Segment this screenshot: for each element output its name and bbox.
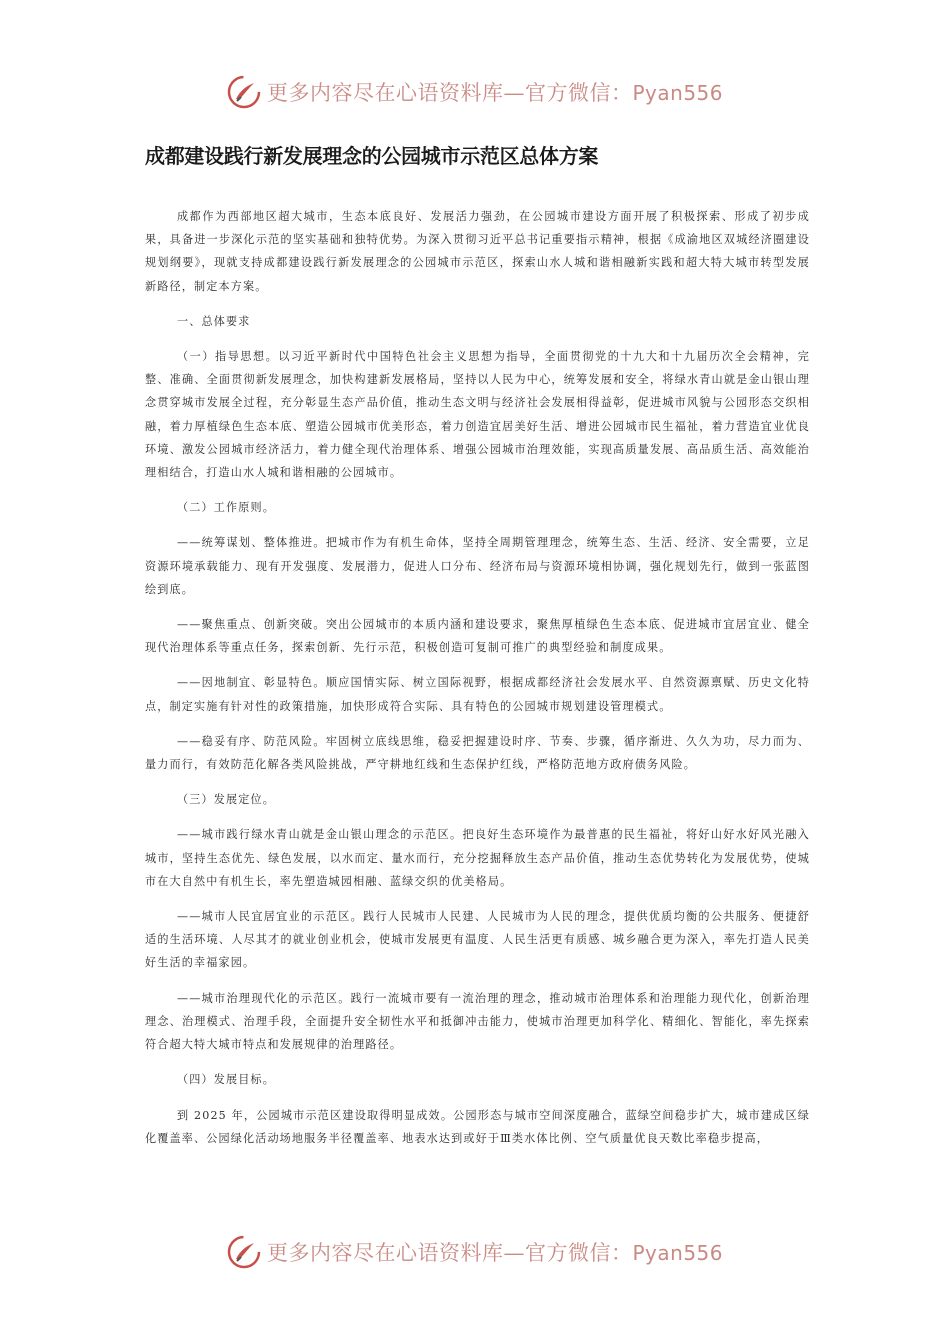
guiding-ideology-paragraph: （一）指导思想。以习近平新时代中国特色社会主义思想为指导，全面贯彻党的十九大和十九届历次全会精神，完整、准确、全面贯彻新发展理念，加快构建新发展格局，坚持以人民为中心，统筹发展和安全，将绿水青山就是金山银山理念贯穿城市发展全过程，充分彰显生态产品价值，推动生态文明与经济社会发展相得益彰，促进城市风貌与公园形态交织相融，着力厚植绿色生态本底、塑造公园城市优美形态，着力创造宜居美好生活、增进公园城市民生福祉，着力营造宜业优良环境、激发公园城市经济活力，着力健全现代治理体系、增强公园城市治理效能，实现高质量发展、高品质生活、高效能治理相结合，打造山水人城和谐相融的公园城市。 — [145, 350, 810, 480]
document-body — [145, 205, 810, 1162]
document-title: 成都建设践行新发展理念的公园城市示范区总体方案 — [145, 144, 599, 168]
positioning-paragraph: ——城市践行绿水青山就是金山银山理念的示范区。把良好生态环境作为最普惠的民生福祉，将好山好水好风光融入城市，坚持生态优先、绿色发展，以水而定、量水而行，充分挖掘释放生态产品价值，推动生态优势转化为发展优势，使城市在大自然中有机生长，率先塑造城园相融、蓝绿交织的优美格局。 — [145, 828, 810, 888]
intro-paragraph: 成都作为西部地区超大城市，生态本底良好、发展活力强劲，在公园城市建设方面开展了积极探索、形成了初步成果，具备进一步深化示范的坚实基础和独特优势。为深入贯彻习近平总书记重要指示精神，根据《成渝地区双城经济圈建设规划纲要》，现就支持成都建设践行新发展理念的公园城市示范区，探索山水人城和谐相融新实践和超大特大城市转型发展新路径，制定本方案。 — [145, 210, 810, 293]
positioning-paragraph: ——城市治理现代化的示范区。践行一流城市要有一流治理的理念，推动城市治理体系和治理能力现代化，创新治理理念、治理模式、治理手段，全面提升安全韧性水平和抵御冲击能力，使城市治理更加科学化、精细化、智能化，率先探索符合超大特大城市特点和发展规律的治理路径。 — [145, 991, 810, 1052]
watermark-banner-bottom — [0, 1232, 950, 1272]
subsection-heading: （三）发展定位。 — [177, 793, 275, 807]
watermark-text: 更多内容尽在心语资料库—官方微信：Pyan556 — [266, 1241, 723, 1265]
principle-paragraph: ——因地制宜、彰显特色。顺应国情实际、树立国际视野，根据成都经济社会发展水平、自然资源禀赋、历史文化特点，制定实施有针对性的政策措施，加快形成符合实际、具有特色的公园城市规划建设管理模式。 — [145, 676, 810, 713]
principle-paragraph: ——聚焦重点、创新突破。突出公园城市的本质内涵和建设要求，聚焦厚植绿色生态本底、促进城市宜居宜业、健全现代治理体系等重点任务，探索创新、先行示范，积极创造可复制可推广的典型经验和制度成果。 — [145, 618, 810, 655]
subsection-heading: （四）发展目标。 — [177, 1073, 275, 1087]
principle-paragraph: ——稳妥有序、防范风险。牢固树立底线思维，稳妥把握建设时序、节奏、步骤，循序渐进、久久为功，尽力而为、量力而行，有效防范化解各类风险挑战，严守耕地红线和生态保护红线，严格防范地方政府债务风险。 — [145, 734, 810, 772]
watermark-text: 更多内容尽在心语资料库—官方微信：Pyan556 — [266, 81, 723, 105]
positioning-paragraph: ——城市人民宜居宜业的示范区。践行人民城市人民建、人民城市为人民的理念，提供优质均衡的公共服务、便捷舒适的生活环境、人尽其才的就业创业机会，使城市发展更有温度、人民生活更有质感、城乡融合更为深入，率先打造人民美好生活的幸福家园。 — [145, 910, 810, 970]
principle-paragraph: ——统筹谋划、整体推进。把城市作为有机生命体，坚持全周期管理理念，统筹生态、生活、经济、安全需要，立足资源环境承载能力、现有开发强度、发展潜力，促进人口分布、经济布局与资源环境相协调，强化规划先行，做到一张蓝图绘到底。 — [145, 536, 810, 596]
brush-logo-icon — [227, 1235, 261, 1269]
watermark-banner-top — [0, 72, 950, 112]
section-heading: 一、总体要求 — [177, 314, 251, 328]
goal-paragraph: 到 2025 年，公园城市示范区建设取得明显成效。公园形态与城市空间深度融合，蓝绿空间稳步扩大，城市建成区绿化覆盖率、公园绿化活动场地服务半径覆盖率、地表水达到或好于Ⅲ类水体比例、空气质量优良天数比率稳步提高， — [145, 1108, 810, 1145]
subsection-heading: （二）工作原则。 — [177, 501, 275, 515]
brush-logo-icon — [227, 75, 261, 109]
